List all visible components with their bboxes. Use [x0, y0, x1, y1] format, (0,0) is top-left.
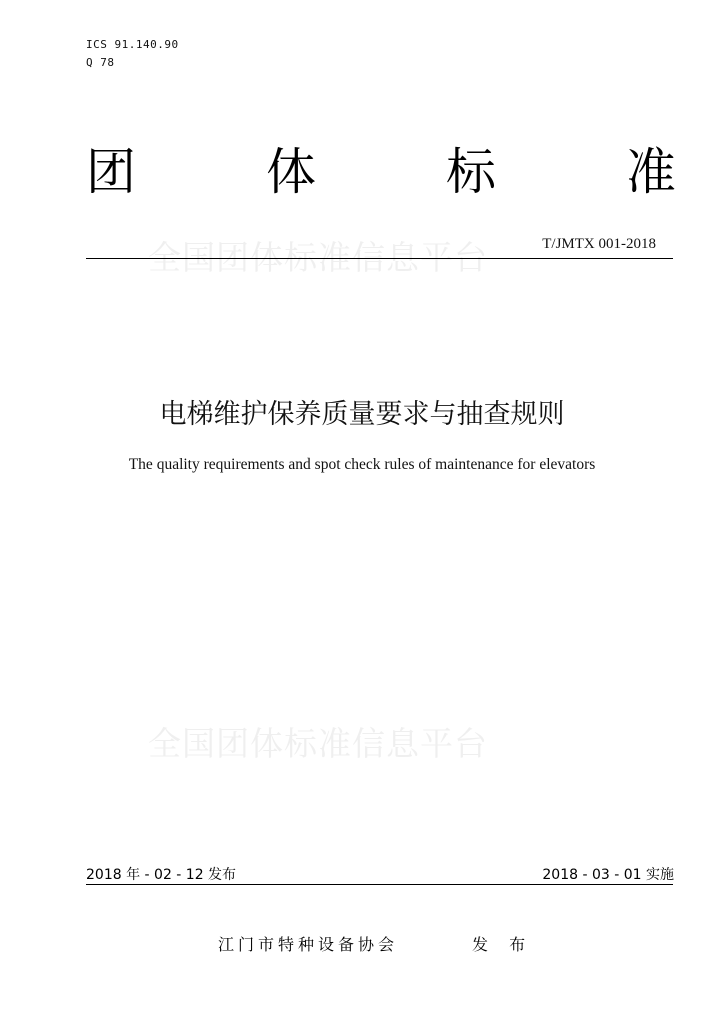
watermark: 全国团体标准信息平台 — [148, 724, 488, 763]
english-title: The quality requirements and spot check rules of maintenance for elevators — [128, 456, 596, 473]
release-date: 2018 年 - 02 - 12 发布 — [86, 867, 237, 883]
document-type-char: 准 — [626, 143, 676, 201]
document-type-char: 团 — [86, 143, 136, 201]
document-type-char: 标 — [446, 143, 496, 201]
bottom-divider — [86, 884, 673, 885]
document-type-char: 体 — [266, 143, 316, 201]
top-divider — [86, 258, 673, 259]
document-type-heading — [86, 140, 676, 204]
ics-code: ICS 91.140.90 — [86, 38, 179, 51]
implementation-date: 2018 - 03 - 01 实施 — [542, 867, 674, 883]
standard-number: T/JMTX 001-2018 — [542, 236, 656, 252]
publish-label: 发 布 — [472, 935, 534, 954]
watermark: 全国团体标准信息平台 — [148, 238, 488, 277]
publisher-name: 江门市特种设备协会 — [218, 935, 399, 954]
ccs-code: Q 78 — [86, 56, 115, 69]
chinese-title: 电梯维护保养质量要求与抽查规则 — [159, 399, 565, 430]
